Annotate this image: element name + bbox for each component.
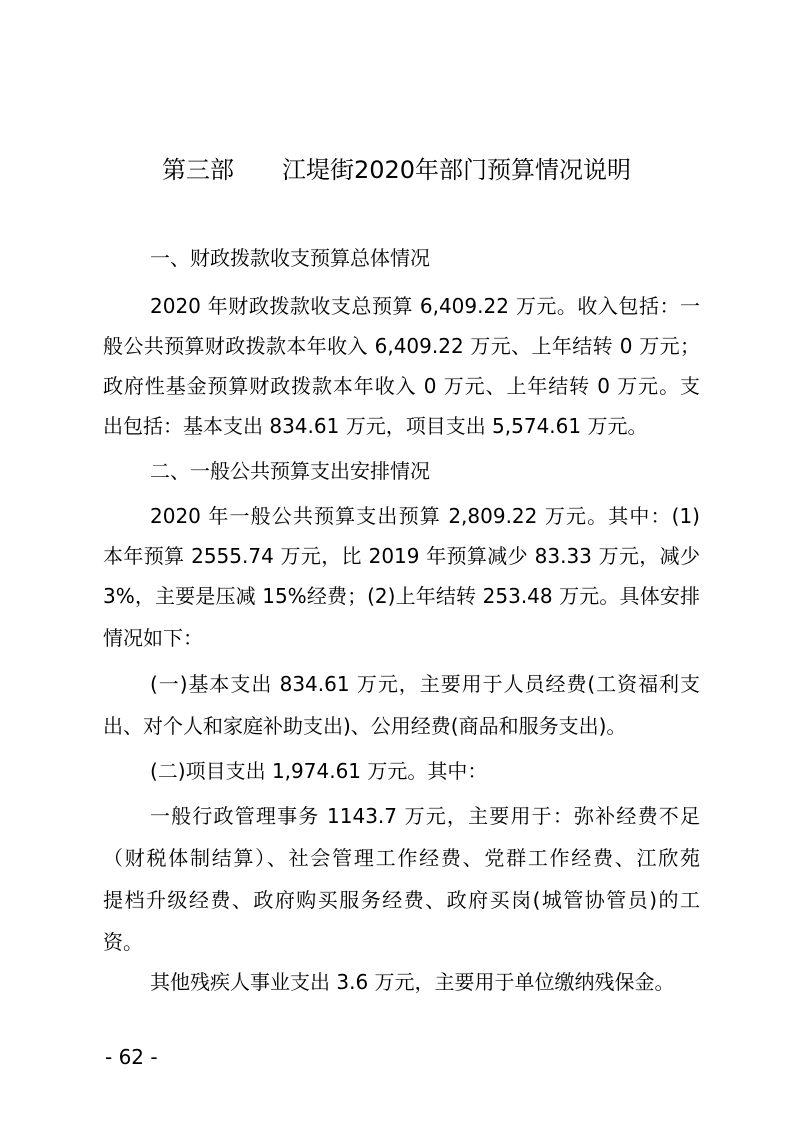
- admin-affairs-line: 资。: [103, 930, 143, 954]
- page-number: - 62 -: [105, 1045, 158, 1069]
- basic-expenditure-line: 出、对个人和家庭补助支出)、公用经费(商品和服务支出)。: [103, 714, 627, 738]
- section-2-paragraph-line: 2020 年一般公共预算支出预算 2,809.22 万元。其中：(1): [150, 504, 700, 528]
- section-1-paragraph-line: 2020 年财政拨款收支总预算 6,409.22 万元。收入包括：一: [150, 294, 700, 318]
- project-expenditure-line: (二)项目支出 1,974.61 万元。其中：: [150, 759, 488, 783]
- admin-affairs-line: 一般行政管理事务 1143.7 万元，主要用于：弥补经费不足: [150, 804, 700, 828]
- section-2-heading: 二、一般公共预算支出安排情况: [150, 459, 430, 483]
- section-2-paragraph-line: 3%，主要是压减 15%经费；(2)上年结转 253.48 万元。具体安排: [103, 584, 700, 608]
- section-1-paragraph-line: 般公共预算财政拨款本年收入 6,409.22 万元、上年结转 0 万元；: [103, 334, 700, 358]
- section-2-paragraph-line: 情况如下：: [103, 626, 203, 650]
- admin-affairs-line: （财税体制结算）、社会管理工作经费、党群工作经费、江欣苑: [103, 846, 700, 870]
- section-2-paragraph-line: 本年预算 2555.74 万元，比 2019 年预算减少 83.33 万元，减少: [103, 544, 700, 568]
- page-title: 第三部 江堤街2020年部门预算情况说明: [161, 156, 632, 184]
- basic-expenditure-line: (一)基本支出 834.61 万元，主要用于人员经费(工资福利支: [150, 672, 700, 696]
- section-1-paragraph-line: 出包括：基本支出 834.61 万元，项目支出 5,574.61 万元。: [103, 414, 648, 438]
- disability-expenditure-line: 其他残疾人事业支出 3.6 万元，主要用于单位缴纳残保金。: [150, 970, 675, 994]
- section-1-heading: 一、财政拨款收支预算总体情况: [150, 246, 430, 270]
- section-1-paragraph-line: 政府性基金预算财政拨款本年收入 0 万元、上年结转 0 万元。支: [103, 374, 700, 398]
- admin-affairs-line: 提档升级经费、政府购买服务经费、政府买岗(城管协管员)的工: [103, 888, 700, 912]
